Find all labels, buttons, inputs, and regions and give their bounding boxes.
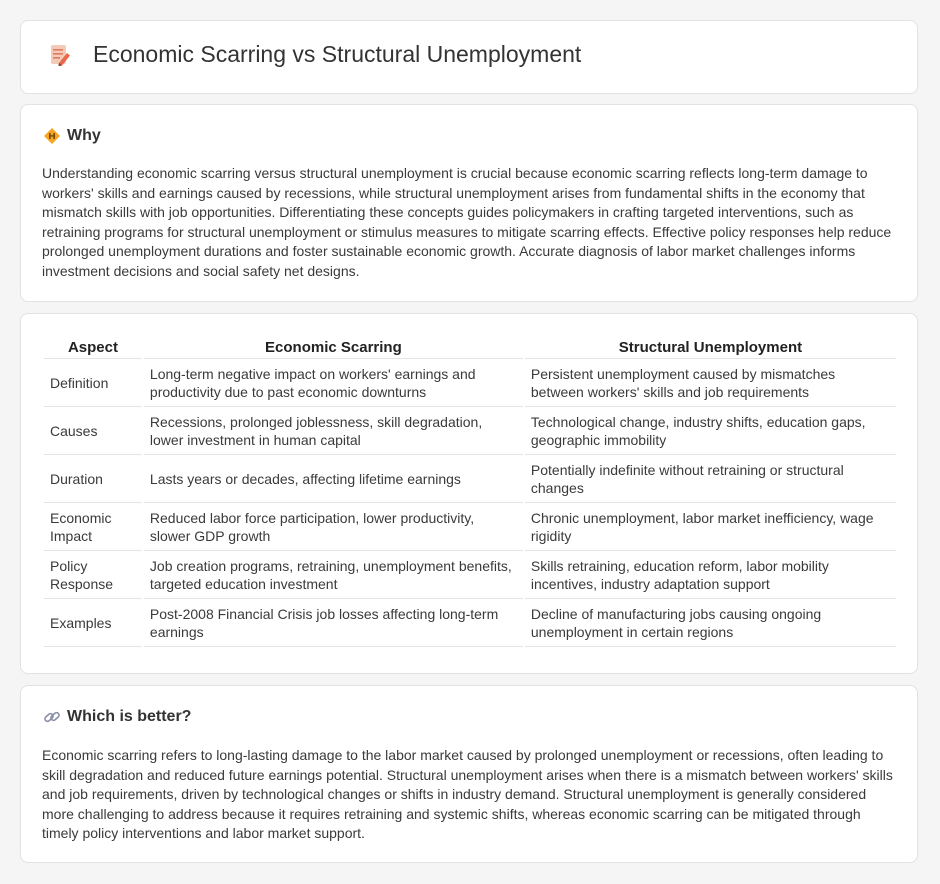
header-card bbox=[20, 20, 918, 94]
structural-cell: Chronic unemployment, labor market inefficiency, wage rigidity bbox=[525, 503, 896, 551]
scarring-cell: Job creation programs, retraining, unemployment benefits, targeted education investment bbox=[144, 551, 523, 599]
why-text: Understanding economic scarring versus structural unemployment is crucial because economic scarring reflects long-term damage to workers' skills and earnings caused by recessions, while structural unemployment arises from fundamental shifts in the economy that mismatch skills with job opportunities. Differentiating these concepts guides policymakers in crafting targeted interventions, such as retraining programs for structural unemployment or stimulus measures to mitigate scarring effects. Effective policy responses help reduce prolonged unemployment durations and foster sustainable economic growth. Accurate diagnosis of labor market challenges informs investment decisions and social safety net designs. bbox=[42, 165, 892, 279]
table-row bbox=[44, 455, 896, 503]
scarring-cell: Recessions, prolonged joblessness, skill degradation, lower investment in human capital bbox=[144, 407, 523, 455]
which-is-better-section bbox=[20, 685, 918, 863]
table-row bbox=[44, 407, 896, 455]
column-header: Structural Unemployment bbox=[525, 336, 896, 359]
comparison-card bbox=[20, 313, 918, 674]
aspect-cell: Examples bbox=[44, 599, 142, 647]
why-section bbox=[20, 104, 918, 302]
scarring-cell: Reduced labor force participation, lower productivity, slower GDP growth bbox=[144, 503, 523, 551]
table-row bbox=[44, 551, 896, 599]
which-is-better-text: Economic scarring refers to long-lasting damage to the labor market caused by prolonged unemployment or recessions, often leading to skill degradation and reduced future earnings potential. Structural unemployment arises when there is a mismatch between workers' skills and job requirements, driven by technological changes or shifts in industry demand. Structural unemployment is generally considered more challenging to address because it requires retraining and systemic shifts, whereas economic scarring can be mitigated through timely policy interventions and labor market support. bbox=[42, 747, 893, 842]
scarring-cell: Long-term negative impact on workers' earnings and productivity due to past economic downturns bbox=[144, 359, 523, 407]
aspect-cell: Economic Impact bbox=[44, 503, 142, 551]
link-icon bbox=[43, 708, 61, 726]
aspect-cell: Causes bbox=[44, 407, 142, 455]
diamond-sign-icon bbox=[43, 127, 61, 145]
aspect-cell: Policy Response bbox=[44, 551, 142, 599]
table-header-row bbox=[44, 336, 896, 359]
column-header: Economic Scarring bbox=[144, 336, 523, 359]
document-pencil-icon bbox=[47, 42, 73, 68]
scarring-cell: Lasts years or decades, affecting lifetime earnings bbox=[144, 455, 523, 503]
aspect-cell: Definition bbox=[44, 359, 142, 407]
page-title: Economic Scarring vs Structural Unemployment bbox=[93, 41, 582, 67]
why-title: Why bbox=[67, 127, 101, 144]
table-row bbox=[44, 503, 896, 551]
table-row bbox=[44, 599, 896, 647]
scarring-cell: Post-2008 Financial Crisis job losses affecting long-term earnings bbox=[144, 599, 523, 647]
structural-cell: Technological change, industry shifts, education gaps, geographic immobility bbox=[525, 407, 896, 455]
table-row bbox=[44, 359, 896, 407]
which-is-better-title: Which is better? bbox=[67, 708, 192, 725]
structural-cell: Persistent unemployment caused by mismatches between workers' skills and job requirements bbox=[525, 359, 896, 407]
comparison-table bbox=[42, 336, 898, 647]
column-header: Aspect bbox=[44, 336, 142, 359]
structural-cell: Skills retraining, education reform, labor mobility incentives, industry adaptation support bbox=[525, 551, 896, 599]
aspect-cell: Duration bbox=[44, 455, 142, 503]
structural-cell: Decline of manufacturing jobs causing ongoing unemployment in certain regions bbox=[525, 599, 896, 647]
structural-cell: Potentially indefinite without retraining or structural changes bbox=[525, 455, 896, 503]
